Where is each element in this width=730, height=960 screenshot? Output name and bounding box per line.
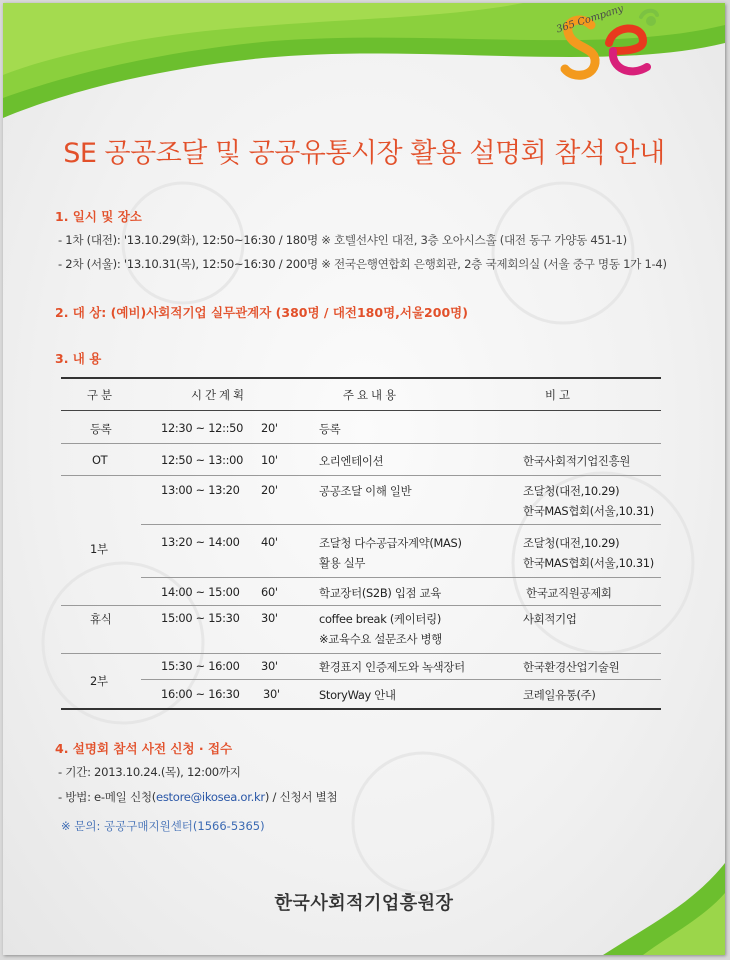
table-row-content: 오리엔테이션: [319, 454, 384, 468]
apply-method: [58, 789, 337, 805]
table-row-remark: 코레일유통(주): [523, 688, 596, 702]
section1-line-2: [58, 256, 667, 272]
section1-line-2-note: ※ 전국은행연합회 은행회관, 2층 국제회의실 (서울 중구 명동 1가 1-4): [317, 257, 667, 271]
table-row-content: 등록: [319, 422, 341, 436]
contact-note: ※ 문의: 공공구매지원센터(1566-5365): [61, 819, 265, 833]
table-row-content: 조달청 다수공급자계약(MAS): [319, 536, 462, 550]
table-row-time: 14:00 ~ 15:00: [161, 585, 240, 599]
table-row-content: StoryWay 안내: [319, 688, 396, 702]
logo-subtitle: 365 Company: [555, 3, 625, 36]
table-row-category: 1부: [90, 542, 108, 556]
section2-heading: 2. 대 상: (예비)사회적기업 실무관계자 (380명 / 대전180명,서울200명): [55, 305, 468, 320]
table-row-duration: 60': [261, 585, 278, 599]
table-rule: [61, 475, 661, 476]
table-row-remark: 한국사회적기업진흥원: [523, 454, 631, 468]
table-row-time: 15:00 ~ 15:30: [161, 611, 240, 625]
table-rule: [141, 679, 661, 680]
table-top-rule: [61, 377, 661, 379]
th-remark: 비고: [545, 388, 574, 402]
th-content: 주요내용: [343, 388, 400, 402]
table-row-duration: 30': [261, 611, 278, 625]
table-row-duration: 30': [263, 687, 280, 701]
table-row-time: 13:20 ~ 14:00: [161, 535, 240, 549]
table-row-category: 2부: [90, 674, 108, 688]
section1-line-1: [58, 232, 627, 248]
section1-heading: 1. 일시 및 장소: [55, 209, 142, 224]
table-row-remark: 조달청(대전,10.29): [523, 536, 620, 550]
table-row-content: coffee break (케이터링): [319, 612, 441, 626]
table-rule: [141, 577, 661, 578]
document-page: [3, 3, 725, 955]
section1-line-1-note: ※ 호텔선샤인 대전, 3층 오아시스홀 (대전 동구 가양동 451-1): [317, 233, 627, 247]
section4-heading: 4. 설명회 참석 사전 신청 · 접수: [55, 741, 233, 756]
email-link[interactable]: estore@ikosea.or.kr: [155, 790, 265, 804]
table-row-remark: 한국교직원공제회: [526, 586, 612, 600]
table-bottom-rule: [61, 708, 661, 710]
table-row-time: 13:00 ~ 13:20: [161, 483, 240, 497]
table-row-remark: 사회적기업: [523, 612, 577, 626]
table-row-content: 학교장터(S2B) 입점 교육: [319, 586, 441, 600]
table-row-time: 15:30 ~ 16:00: [161, 659, 240, 673]
table-row-category: 휴식: [90, 612, 112, 626]
table-row-category: 등록: [90, 422, 112, 436]
section1-line-1-main: - 1차 (대전): '13.10.29(화), 12:50~16:30 / 180명: [58, 233, 318, 247]
table-row-remark-2: 한국MAS협회(서울,10.31): [523, 556, 654, 570]
table-rule: [61, 443, 661, 444]
page-title: SE 공공조달 및 공공유통시장 활용 설명회 참석 안내: [63, 138, 665, 169]
table-row-time: 16:00 ~ 16:30: [161, 687, 240, 701]
table-row-time: 12:30 ~ 12::50: [161, 421, 244, 435]
table-row-duration: 30': [261, 659, 278, 673]
section3-heading: 3. 내 용: [55, 351, 102, 366]
apply-method-prefix: - 방법: e-메일 신청(: [58, 790, 156, 804]
table-row-duration: 40': [261, 535, 278, 549]
table-row-category: OT: [92, 453, 108, 467]
table-row-remark-2: 한국MAS협회(서울,10.31): [523, 504, 654, 518]
table-rule: [141, 524, 661, 525]
th-category: 구분: [87, 388, 116, 402]
table-row-content-2: ※교육수요 설문조사 병행: [319, 632, 442, 646]
table-row-content: 환경표지 인증제도와 녹색장터: [319, 660, 465, 674]
table-rule: [61, 605, 661, 606]
table-row-content-2: 활용 실무: [319, 556, 366, 570]
table-row-duration: 10': [261, 453, 278, 467]
table-row-remark: 조달청(대전,10.29): [523, 484, 620, 498]
apply-period: - 기간: 2013.10.24.(목), 12:00까지: [58, 765, 241, 779]
section1-line-2-main: - 2차 (서울): '13.10.31(목), 12:50~16:30 / 200명: [58, 257, 318, 271]
signature: 한국사회적기업흥원장: [274, 893, 454, 914]
apply-method-suffix: ) / 신청서 별첨: [264, 790, 338, 804]
table-row-remark: 한국환경산업기술원: [523, 660, 620, 674]
table-row-duration: 20': [261, 421, 278, 435]
th-time: 시간계획: [191, 388, 248, 402]
table-header-rule: [61, 410, 661, 411]
table-row-time: 12:50 ~ 13::00: [161, 453, 244, 467]
table-row-content: 공공조달 이해 일반: [319, 484, 412, 498]
table-rule: [61, 653, 661, 654]
table-row-duration: 20': [261, 483, 278, 497]
